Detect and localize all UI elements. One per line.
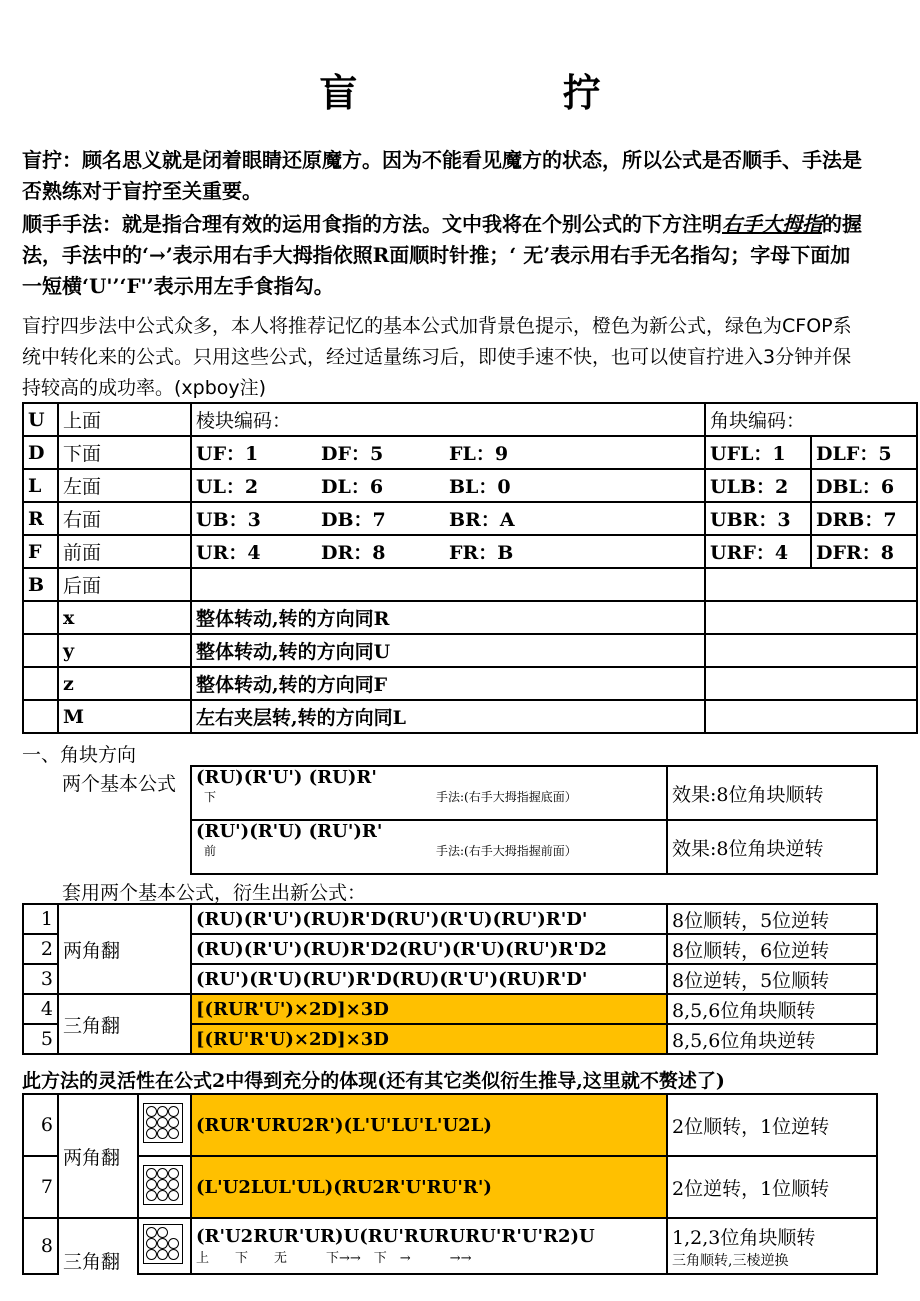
edge-code: UB：3 [191, 502, 317, 535]
row-number: 1 [23, 904, 58, 934]
hand-note: 前 手法:(右手大拇指握前面） [204, 844, 577, 858]
formula-text: (R'U2RUR'UR)U(RU'RURURU'R'U'R2)U [196, 1226, 595, 1247]
formula-text: (RU)(R'U')(RU)R'D(RU')(R'U)(RU')R'D' [191, 904, 667, 934]
move-row [23, 667, 917, 700]
face-name: 上面 [58, 403, 191, 436]
row-number: 5 [23, 1024, 58, 1054]
face-key: R [23, 502, 58, 535]
flex-note: 此方法的灵活性在公式2中得到充分的体现(还有其它类似衍生推导,这里就不赘述了) [22, 1070, 725, 1092]
edge-code: UL：2 [191, 469, 317, 502]
corner-code: DRB：7 [811, 502, 917, 535]
formula-text: (RU)(R'U') (RU)R' [196, 767, 377, 788]
empty-cell [705, 634, 917, 667]
empty-cell [23, 700, 58, 733]
face-key: L [23, 469, 58, 502]
empty-cell [705, 601, 917, 634]
row-number: 3 [23, 964, 58, 994]
row-number: 8 [23, 1218, 58, 1274]
formula-cell [191, 1218, 667, 1274]
formula-text: (RU')(R'U)(RU')R'D(RU)(R'U')(RU)R'D' [191, 964, 667, 994]
move-description: 左右夹层转,转的方向同L [191, 700, 705, 733]
formula-text: [(RU'R'U)×2D]×3D [191, 1024, 667, 1054]
more-row [23, 1156, 877, 1218]
edge-code: DL：6 [317, 469, 445, 502]
edge-code: DB：7 [317, 502, 445, 535]
effect-cell [667, 1218, 877, 1274]
edge-code: FR：B [445, 535, 705, 568]
corner-code: DBL：6 [811, 469, 917, 502]
cube-pattern-icon [143, 1103, 183, 1143]
cube-pattern-icon [143, 1165, 183, 1205]
notation-row [23, 502, 917, 535]
derived-formula-table [22, 903, 878, 1055]
edge-code: UF：1 [191, 436, 317, 469]
face-name: 右面 [58, 502, 191, 535]
corner-code: DFR：8 [811, 535, 917, 568]
notation-row [23, 568, 917, 601]
section-heading: 一、角块方向 [22, 744, 137, 766]
edge-code: UR：4 [191, 535, 317, 568]
effect-text: 2位逆转，1位顺转 [667, 1156, 877, 1218]
face-name: 前面 [58, 535, 191, 568]
row-number: 6 [23, 1094, 58, 1156]
corner-code: UBR：3 [705, 502, 811, 535]
empty-cell [705, 700, 917, 733]
effect-text: 效果:8位角块逆转 [667, 820, 877, 874]
move-symbol: M [58, 700, 191, 733]
corner-code: UFL：1 [705, 436, 811, 469]
formula-cell [191, 766, 667, 820]
effect-text: 8位顺转，5位逆转 [667, 904, 877, 934]
face-name: 后面 [58, 568, 191, 601]
edge-code: FL：9 [445, 436, 705, 469]
formula-text: (RU')(R'U) (RU')R' [196, 821, 383, 842]
empty-cell [705, 568, 917, 601]
hand-note: 下 手法:(右手大拇指握底面） [204, 790, 577, 804]
move-symbol: y [58, 634, 191, 667]
effect-text: 8,5,6位角块顺转 [667, 994, 877, 1024]
edge-code: DR：8 [317, 535, 445, 568]
move-description: 整体转动,转的方向同F [191, 667, 705, 700]
effect-text: 效果:8位角块顺转 [667, 766, 877, 820]
intro-paragraph-1: 盲拧：顾名思义就是闭着眼睛还原魔方。因为不能看见魔方的状态，所以公式是否顺手、手法是否熟练对于盲拧至关重要。 [22, 148, 862, 203]
face-key: B [23, 568, 58, 601]
notation-row [23, 535, 917, 568]
more-row [23, 1218, 877, 1274]
move-row [23, 700, 917, 733]
face-key: F [23, 535, 58, 568]
row-number: 4 [23, 994, 58, 1024]
face-key: D [23, 436, 58, 469]
empty-cell [23, 634, 58, 667]
group-label: 三角翻 [58, 1218, 138, 1274]
effect-text: 8位逆转，5位顺转 [667, 964, 877, 994]
move-symbol: x [58, 601, 191, 634]
hand-note: 上 下 无 下→→ 下 → →→ [196, 1251, 472, 1266]
face-name: 下面 [58, 436, 191, 469]
more-formula-table [22, 1093, 878, 1275]
notation-row [23, 436, 917, 469]
formula-text: (RUR'URU2R')(L'U'LU'L'U2L) [191, 1094, 667, 1156]
edge-code-header: 棱块编码： [191, 403, 705, 436]
derive-heading: 套用两个基本公式，衍生出新公式： [62, 882, 367, 904]
cube-diagram-cell [138, 1218, 191, 1274]
group-label: 三角翻 [58, 994, 191, 1054]
more-row [23, 1094, 877, 1156]
cube-diagram-cell [138, 1156, 191, 1218]
basic-formula-label: 两个基本公式 [62, 773, 177, 795]
basic-formula-table [190, 765, 878, 875]
empty-cell [23, 667, 58, 700]
empty-cell [23, 601, 58, 634]
derived-row [23, 994, 877, 1024]
notation-row [23, 469, 917, 502]
edge-code: DF：5 [317, 436, 445, 469]
corner-code: DLF：5 [811, 436, 917, 469]
move-row [23, 601, 917, 634]
corner-code: ULB：2 [705, 469, 811, 502]
formula-cell [191, 820, 667, 874]
notation-row [23, 403, 917, 436]
move-description: 整体转动,转的方向同U [191, 634, 705, 667]
edge-code: BL：0 [445, 469, 705, 502]
effect-text: 1,2,3位角块顺转 [672, 1226, 816, 1249]
row-number: 7 [23, 1156, 58, 1218]
formula-text: (L'U2LUL'UL)(RU2R'U'RU'R') [191, 1156, 667, 1218]
row-number: 2 [23, 934, 58, 964]
effect-text: 8,5,6位角块逆转 [667, 1024, 877, 1054]
notation-table [22, 402, 918, 734]
effect-text: 8位顺转，6位逆转 [667, 934, 877, 964]
formula-text: [(RUR'U')×2D]×3D [191, 994, 667, 1024]
move-row [23, 634, 917, 667]
group-label: 两角翻 [58, 904, 191, 994]
corner-code: URF：4 [705, 535, 811, 568]
corner-code-header: 角块编码： [705, 403, 917, 436]
page-title: 盲 拧 [319, 70, 697, 115]
intro-paragraph-3: 盲拧四步法中公式众多，本人将推荐记忆的基本公式加背景色提示，橙色为新公式，绿色为CFOP系统中转化来的公式。只用这些公式，经过适量练习后，即使手速不快，也可以使盲拧进入3分钟并保持较高的成功率。(xpboy注) [22, 315, 852, 399]
effect-text: 2位顺转，1位逆转 [667, 1094, 877, 1156]
derived-row [23, 904, 877, 934]
move-symbol: z [58, 667, 191, 700]
face-name: 左面 [58, 469, 191, 502]
effect-note: 三角顺转,三棱逆换 [672, 1252, 789, 1269]
empty-cell [191, 568, 705, 601]
cube-diagram-cell [138, 1094, 191, 1156]
intro-paragraph-2: 顺手手法：就是指合理有效的运用食指的方法。文中我将在个别公式的下方注明右手大拇指的握法，手法中的‘→’表示用右手大拇指依照R面顺时针推；‘ 无’表示用右手无名指勾；字母下面加一短横‘U'’‘F'’表示用左手食指勾。 [22, 212, 862, 298]
cube-pattern-icon [143, 1224, 183, 1264]
group-label: 两角翻 [58, 1094, 138, 1218]
face-key: U [23, 403, 58, 436]
formula-row [191, 820, 877, 874]
formula-row [191, 766, 877, 820]
formula-text: (RU)(R'U')(RU)R'D2(RU')(R'U)(RU')R'D2 [191, 934, 667, 964]
empty-cell [705, 667, 917, 700]
edge-code: BR：A [445, 502, 705, 535]
move-description: 整体转动,转的方向同R [191, 601, 705, 634]
